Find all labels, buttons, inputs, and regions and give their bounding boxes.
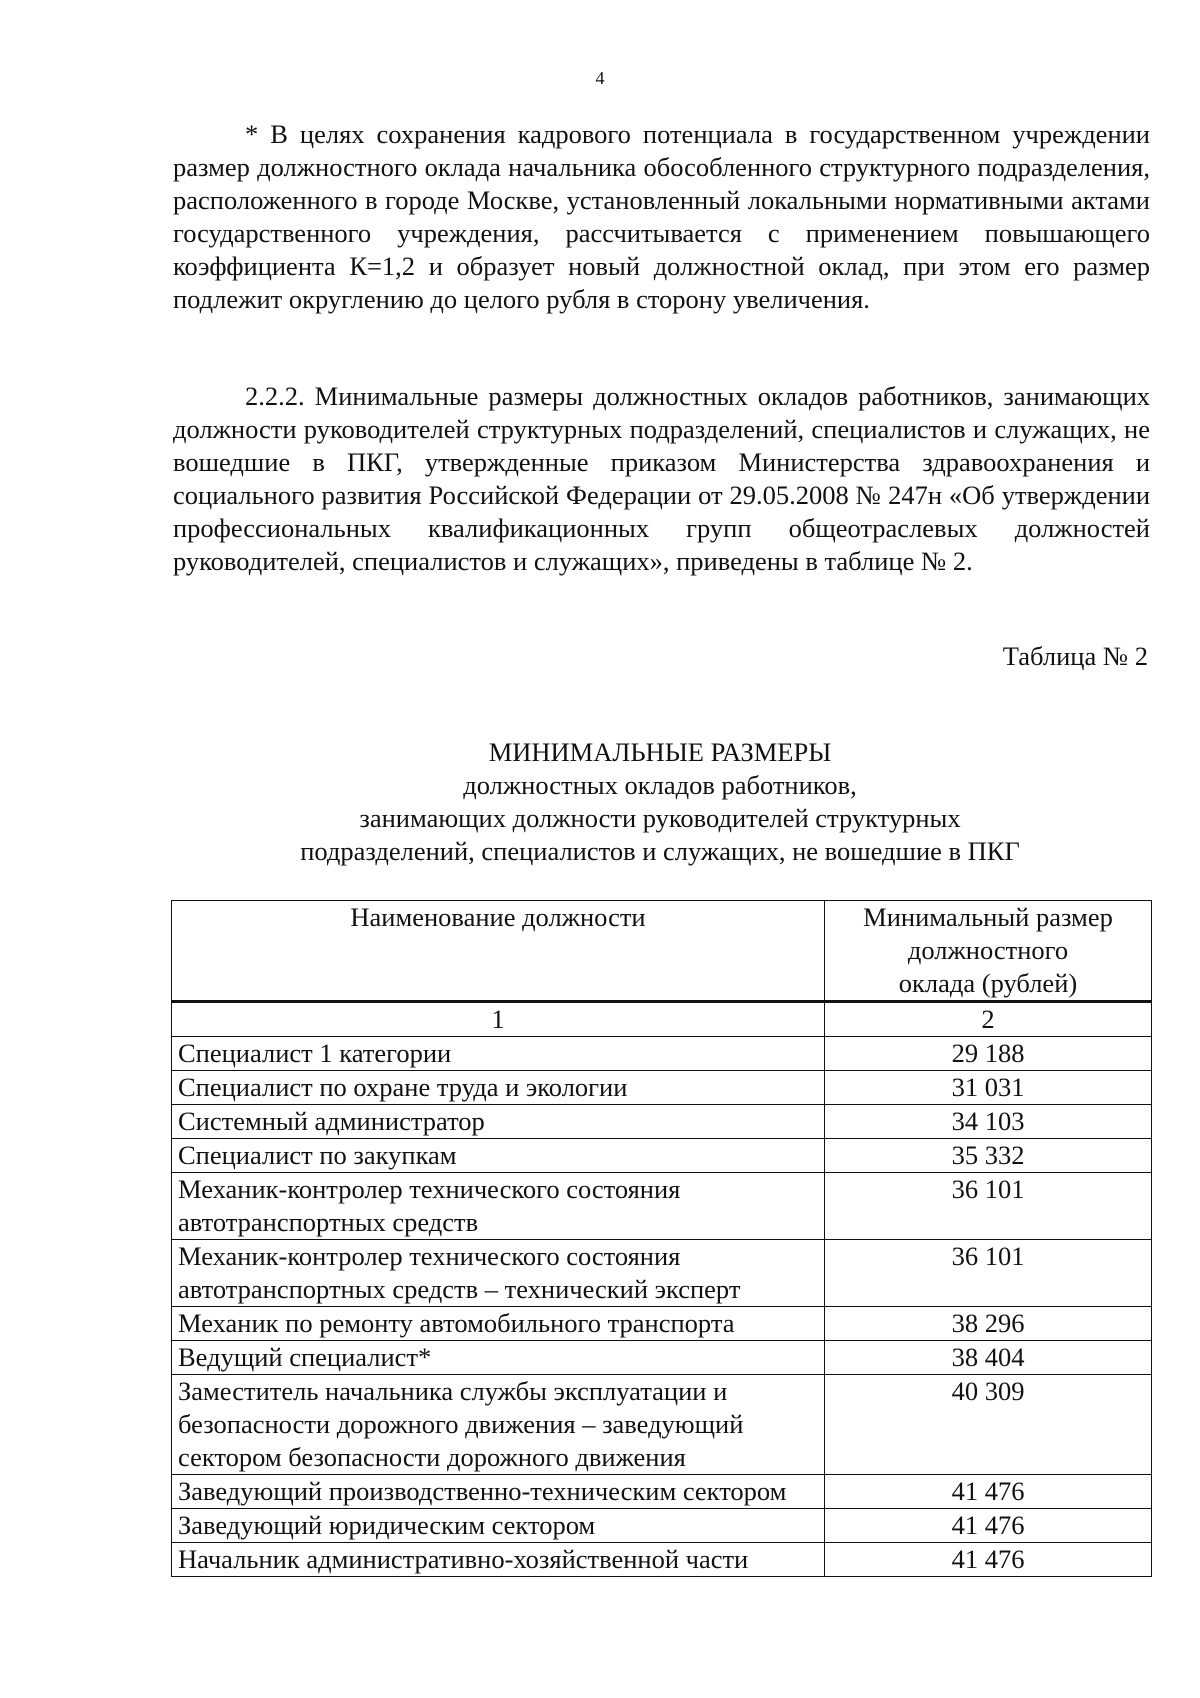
position-name-cell: Специалист по охране труда и экологии <box>172 1071 825 1105</box>
table-body <box>172 1037 1152 1577</box>
table-caption <box>0 736 1200 868</box>
table-header-row <box>172 901 1152 1002</box>
page-number: 4 <box>595 68 605 88</box>
table-label: Таблица № 2 <box>1002 641 1148 671</box>
table-row <box>172 1240 1152 1307</box>
header-position-name: Наименование должности <box>172 901 825 1002</box>
min-salary-cell: 38 296 <box>825 1307 1152 1341</box>
table-row <box>172 1105 1152 1139</box>
min-salary-cell: 41 476 <box>825 1543 1152 1577</box>
position-name-cell: Специалист 1 категории <box>172 1037 825 1071</box>
table-row <box>172 1341 1152 1375</box>
caption-line-3: занимающих должности руководителей структурных <box>359 803 961 833</box>
table-row <box>172 1375 1152 1475</box>
position-name-cell: Начальник административно-хозяйственной части <box>172 1543 825 1577</box>
position-name-cell: Ведущий специалист* <box>172 1341 825 1375</box>
min-salary-cell: 41 476 <box>825 1475 1152 1509</box>
min-salary-cell: 40 309 <box>825 1375 1152 1475</box>
header-min-salary <box>825 901 1152 1002</box>
caption-line-1: МИНИМАЛЬНЫЕ РАЗМЕРЫ <box>488 737 832 767</box>
min-salary-cell: 36 101 <box>825 1240 1152 1307</box>
position-name-cell: Заведующий юридическим сектором <box>172 1509 825 1543</box>
column-index-row <box>172 1002 1152 1037</box>
position-name-cell: Заместитель начальника службы эксплуатации и безопасности дорожного движения – заведующий сектором безопасности дорожного движения <box>172 1375 825 1475</box>
position-name-cell: Системный администратор <box>172 1105 825 1139</box>
salary-table <box>171 900 1152 1577</box>
table-row <box>172 1071 1152 1105</box>
position-name-cell: Механик по ремонту автомобильного транспорта <box>172 1307 825 1341</box>
table-row <box>172 1173 1152 1240</box>
caption-line-2: должностных окладов работников, <box>463 770 857 800</box>
table-row <box>172 1307 1152 1341</box>
min-salary-cell: 34 103 <box>825 1105 1152 1139</box>
table-row <box>172 1037 1152 1071</box>
section-paragraph-2-2-2: 2.2.2. Минимальные размеры должностных окладов работников, занимающих должности руководителей структурных подразделений, специалистов и служащих, не вошедшие в ПКГ, утвержденные приказом Министерства здравоохранения и социального развития Российской Федерации от 29.05.2008 № 247н «Об утверждении профессиональных квалификационных групп общеотраслевых должностей руководителей, специалистов и служащих», приведены в таблице № 2. <box>173 381 1150 576</box>
min-salary-cell: 31 031 <box>825 1071 1152 1105</box>
header-salary-line-2: должностного <box>907 935 1069 965</box>
header-salary-line-1: Минимальный размер <box>863 902 1113 932</box>
min-salary-cell: 41 476 <box>825 1509 1152 1543</box>
position-name-cell: Специалист по закупкам <box>172 1139 825 1173</box>
table-row <box>172 1509 1152 1543</box>
table-row <box>172 1139 1152 1173</box>
footnote-paragraph: * В целях сохранения кадрового потенциала в государственном учреждении размер должностного оклада начальника обособленного структурного подразделения, расположенного в городе Москве, установленный локальными нормативными актами государственного учреждения, рассчитывается с применением повышающего коэффициента К=1,2 и образует новый должностной оклад, при этом его размер подлежит округлению до целого рубля в сторону увеличения. <box>173 119 1150 314</box>
position-name-cell: Механик-контролер технического состояния автотранспортных средств – технический эксперт <box>172 1240 825 1307</box>
table-row <box>172 1543 1152 1577</box>
caption-line-4: подразделений, специалистов и служащих, не вошедшие в ПКГ <box>300 836 1020 866</box>
table-row <box>172 1475 1152 1509</box>
min-salary-cell: 29 188 <box>825 1037 1152 1071</box>
position-name-cell: Механик-контролер технического состояния автотранспортных средств <box>172 1173 825 1240</box>
min-salary-cell: 38 404 <box>825 1341 1152 1375</box>
min-salary-cell: 35 332 <box>825 1139 1152 1173</box>
header-salary-line-3: оклада (рублей) <box>898 968 1078 998</box>
column-index-1: 1 <box>172 1002 825 1037</box>
column-index-2: 2 <box>825 1002 1152 1037</box>
position-name-cell: Заведующий производственно-техническим сектором <box>172 1475 825 1509</box>
min-salary-cell: 36 101 <box>825 1173 1152 1240</box>
